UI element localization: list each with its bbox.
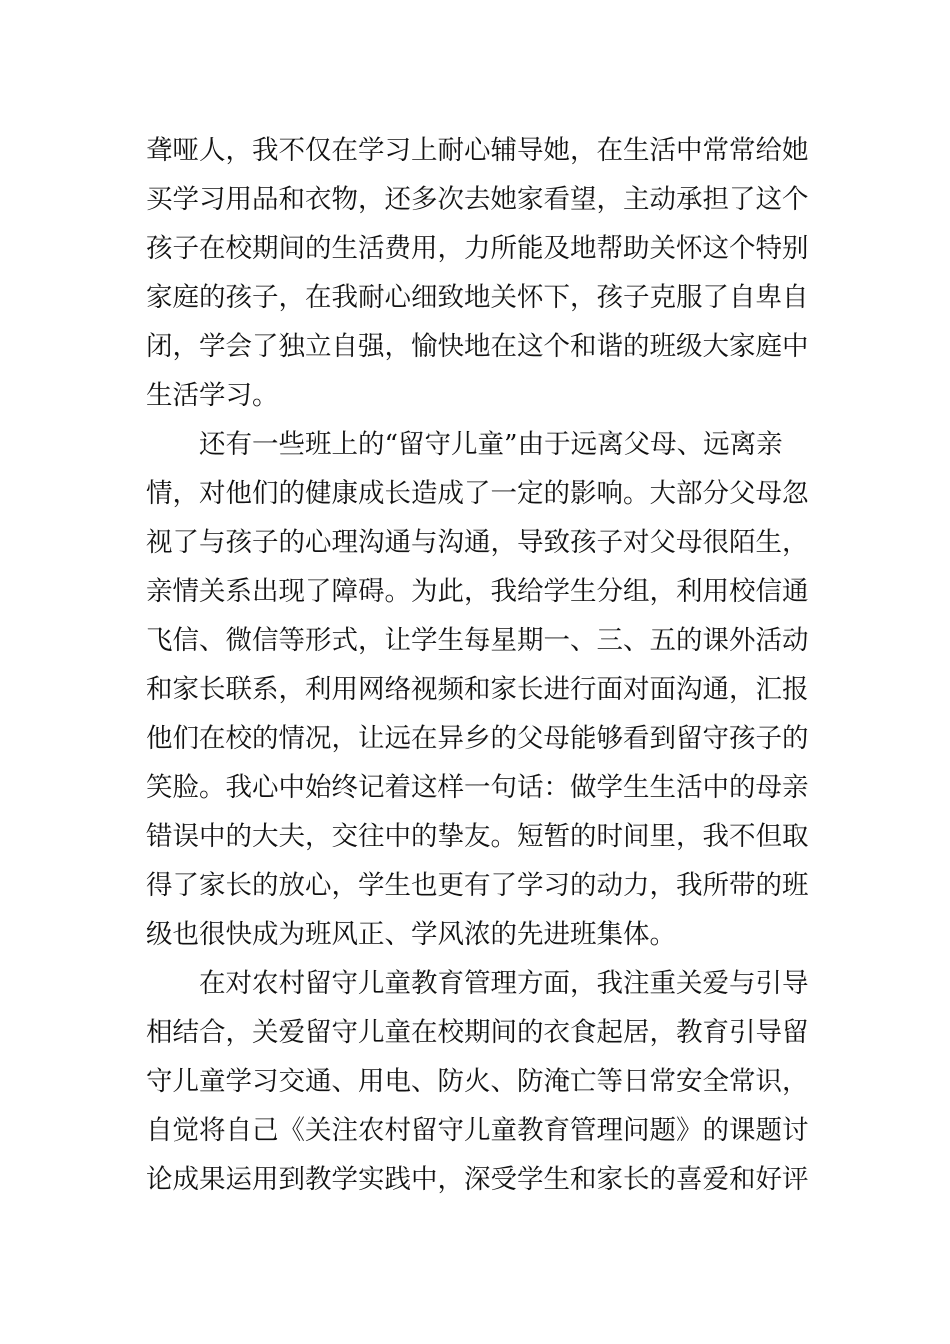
text-line: 聋哑人，我不仅在学习上耐心辅导她，在生活中常常给她: [146, 135, 809, 166]
paragraph-first-line: 在对农村留守儿童教育管理方面，我注重关爱与引导: [199, 968, 809, 999]
text-line: 亲情关系出现了障碍。为此，我给学生分组，利用校信通: [146, 576, 809, 607]
text-line: 飞信、微信等形式，让学生每星期一、三、五的课外活动: [146, 625, 809, 656]
text-line: 和家长联系，利用网络视频和家长进行面对面沟通，汇报: [146, 674, 809, 705]
text-line: 守儿童学习交通、用电、防火、防淹亡等日常安全常识，: [146, 1066, 809, 1097]
text-line: 家庭的孩子，在我耐心细致地关怀下，孩子克服了自卑自: [146, 282, 809, 313]
text-line: 视了与孩子的心理沟通与沟通，导致孩子对父母很陌生，: [146, 527, 809, 558]
text-line: 得了家长的放心，学生也更有了学习的动力，我所带的班: [146, 870, 809, 901]
text-line: 论成果运用到教学实践中，深受学生和家长的喜爱和好评: [146, 1164, 809, 1195]
text-line: 情，对他们的健康成长造成了一定的影响。大部分父母忽: [146, 478, 809, 509]
text-line: 他们在校的情况，让远在异乡的父母能够看到留守孩子的: [146, 723, 809, 754]
text-line: 自觉将自己《关注农村留守儿童教育管理问题》的课题讨: [146, 1115, 809, 1146]
text-line: 孩子在校期间的生活费用，力所能及地帮助关怀这个特别: [146, 233, 809, 264]
text-line: 笑脸。我心中始终记着这样一句话：做学生生活中的母亲: [146, 772, 809, 803]
text-line: 生活学习。: [146, 380, 279, 411]
document-body: [146, 126, 826, 1204]
text-line: 错误中的大夫，交往中的挚友。短暂的时间里，我不但取: [146, 821, 809, 852]
text-line: 买学习用品和衣物，还多次去她家看望，主动承担了这个: [146, 184, 809, 215]
paragraph-first-line: 还有一些班上的“留守儿童”由于远离父母、远离亲: [199, 429, 783, 460]
text-line: 闭，学会了独立自强，愉快地在这个和谐的班级大家庭中: [146, 331, 809, 362]
text-line: 相结合，关爱留守儿童在校期间的衣食起居，教育引导留: [146, 1017, 809, 1048]
text-line: 级也很快成为班风正、学风浓的先进班集体。: [146, 919, 676, 950]
